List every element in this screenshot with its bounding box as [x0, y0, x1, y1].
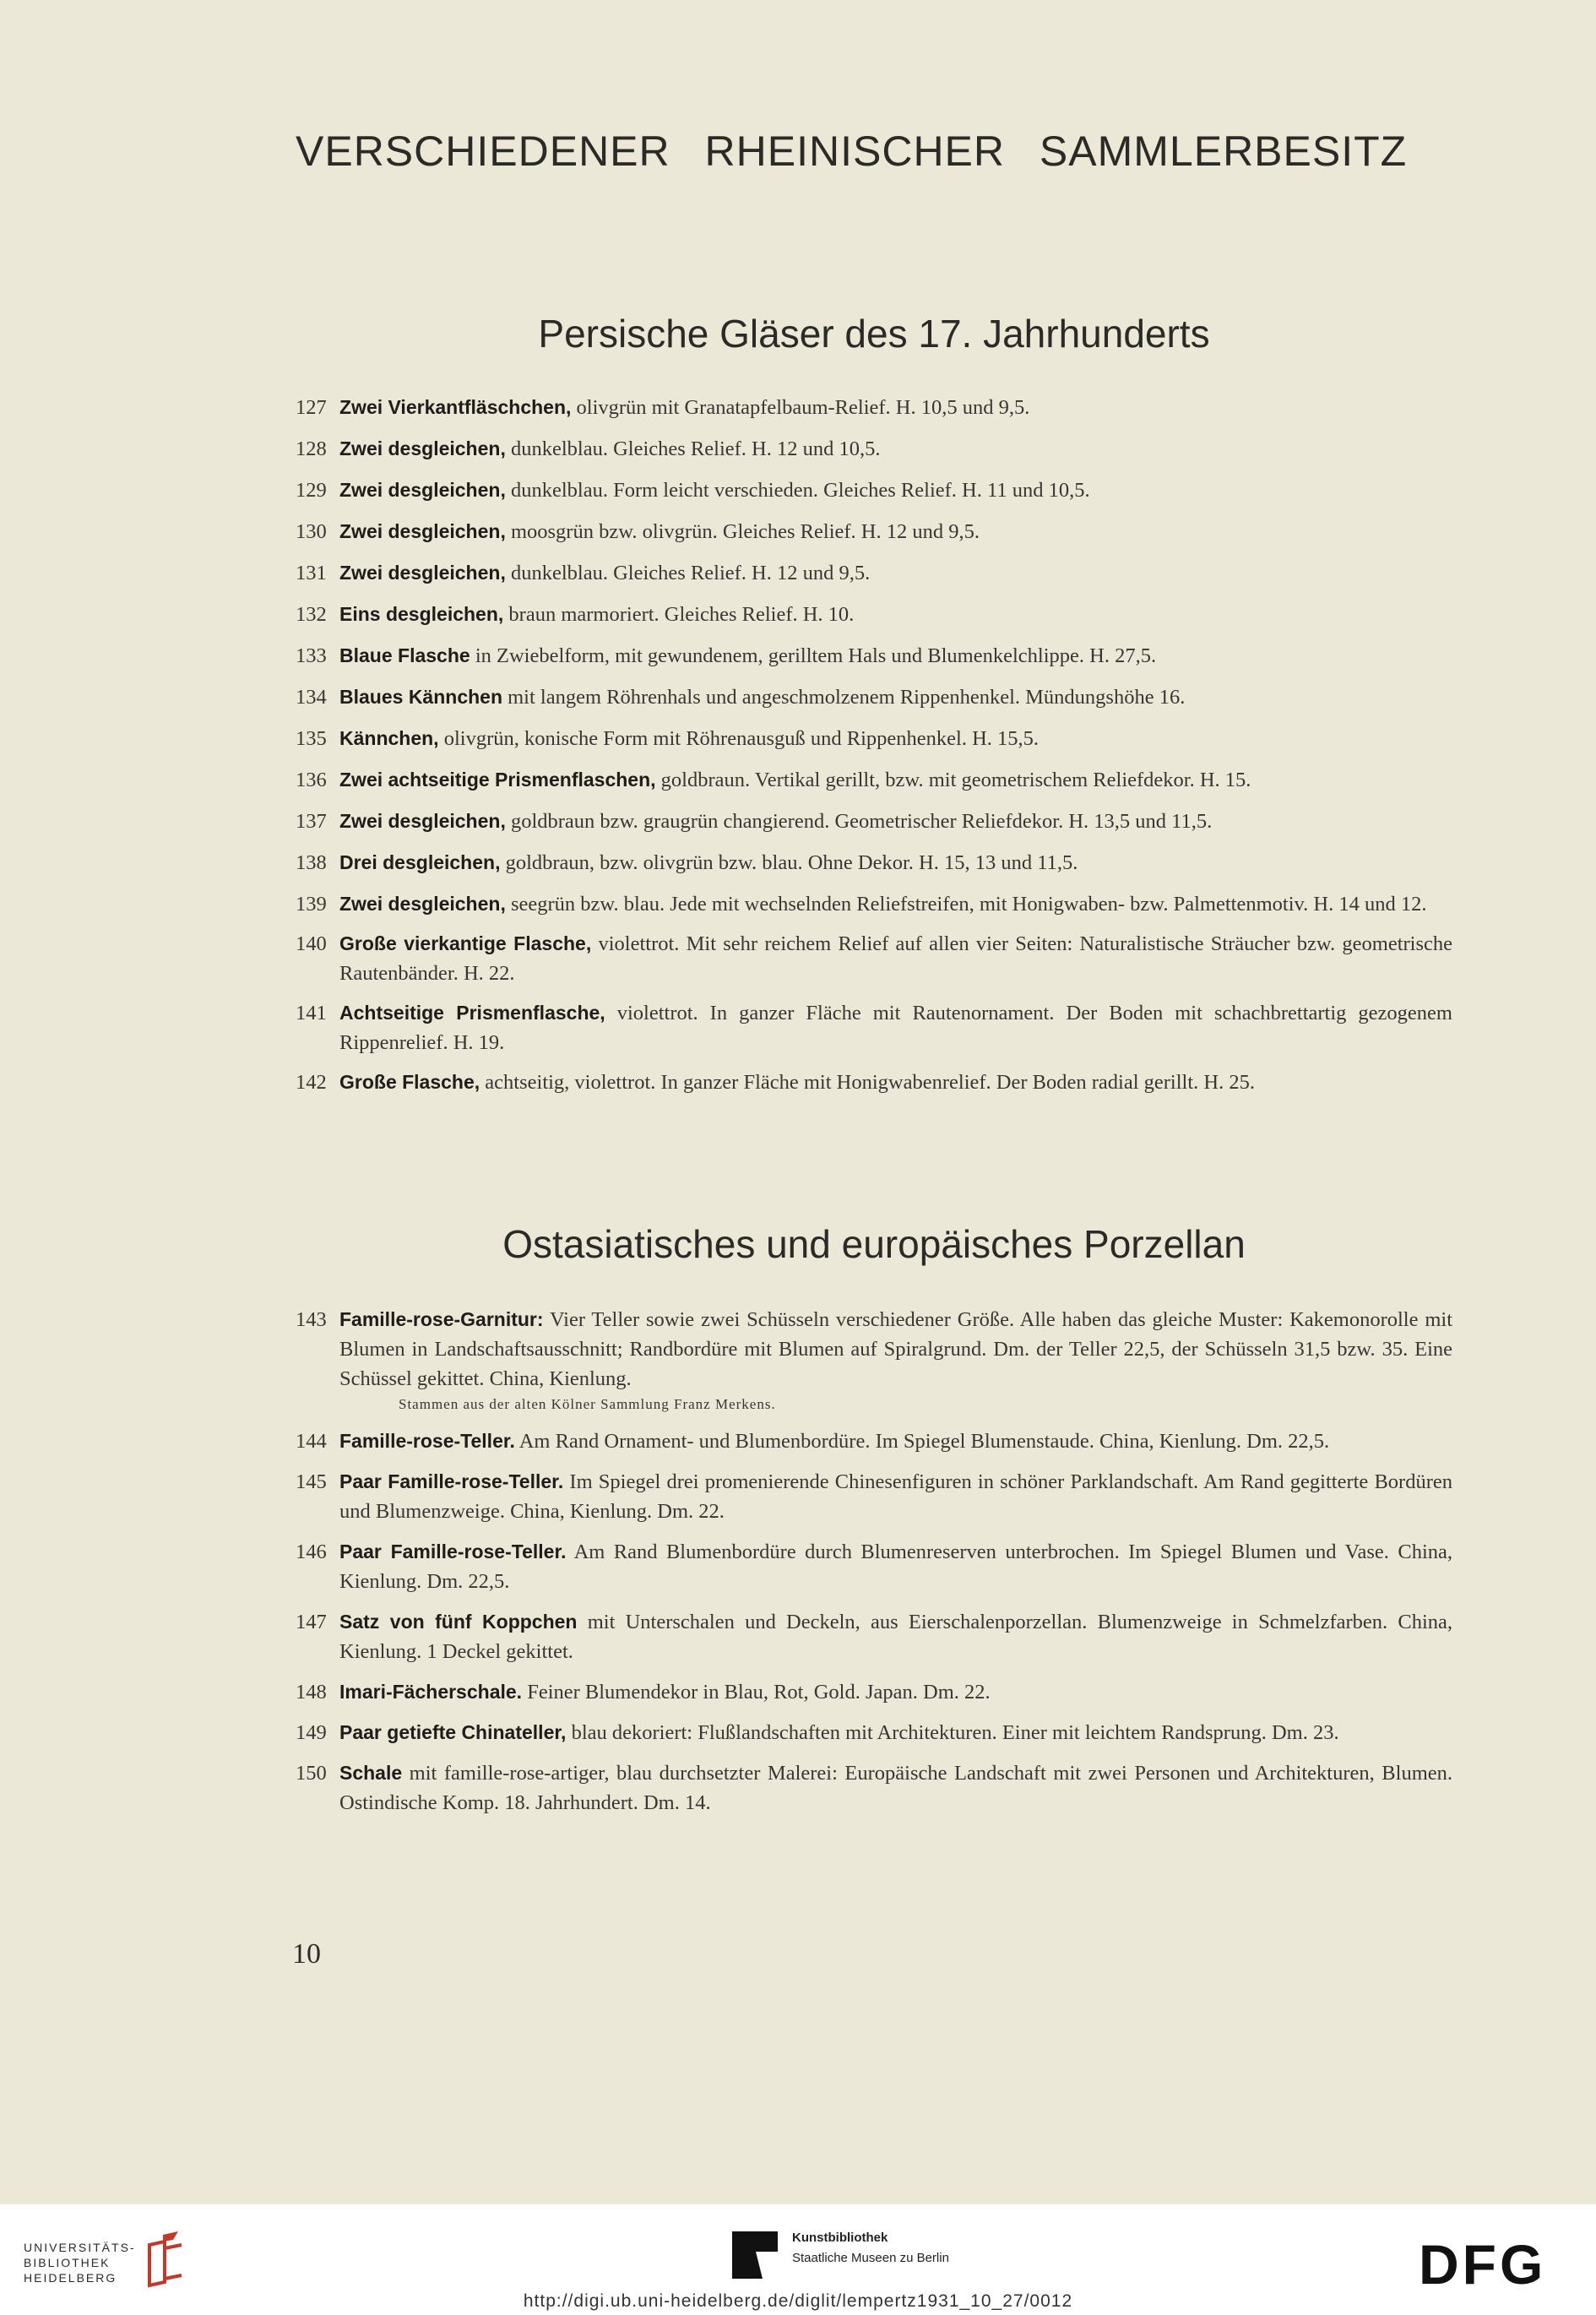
- entry-133: [296, 641, 1452, 671]
- entry-148: [296, 1677, 1452, 1707]
- entry-heading: Schale: [339, 1762, 403, 1784]
- entry-141: [296, 998, 1452, 1057]
- entry-text: seegrün bzw. blau. Jede mit wechselnden Reliefstreifen, mit Honigwaben- bzw. Palmettenmotiv. H. 14 und 12.: [505, 893, 1427, 916]
- entry-142: [296, 1068, 1452, 1097]
- entry-number: 134: [296, 686, 327, 709]
- entry-number: 146: [296, 1541, 327, 1563]
- entry-text: achtseitig, violettrot. In ganzer Fläche mit Honigwabenrelief. Der Boden radial gerillt. H. 25.: [480, 1071, 1255, 1094]
- entry-number: 136: [296, 769, 327, 791]
- entry-text: violettrot. Mit sehr reichem Relief auf allen vier Seiten: Naturalistische Sträucher bzw. geometrische Rautenbänder. H. 22.: [339, 932, 1453, 985]
- entry-text: dunkelblau. Gleiches Relief. H. 12 und 10,5.: [505, 437, 881, 460]
- entry-138: [296, 848, 1452, 878]
- ub-heidelberg-logo-icon: [139, 2230, 190, 2289]
- entry-number: 142: [296, 1071, 327, 1094]
- entry-number: 130: [296, 520, 327, 543]
- entry-text: mit Unterschalen und Deckeln, aus Eierschalenporzellan. Blumenzweige in Schmelzfarben. China, Kienlung. 1 Deckel gekittet.: [339, 1611, 1452, 1663]
- entry-text: moosgrün bzw. olivgrün. Gleiches Relief. H. 12 und 9,5.: [505, 520, 980, 543]
- provenance-note: Stammen aus der alten Kölner Sammlung Franz Merkens.: [399, 1396, 776, 1412]
- entry-text: violettrot. In ganzer Fläche mit Rautenornament. Der Boden mit schachbrettartig gezogenem Rippenrelief. H. 19.: [339, 1002, 1452, 1054]
- entry-text: Im Spiegel drei promenierende Chinesenfiguren in schöner Parklandschaft. Am Rand gegitterte Bordüren und Blumenzweige. China, Kienlung. Dm. 22.: [339, 1470, 1452, 1523]
- entry-heading: Große Flasche,: [339, 1071, 480, 1093]
- entry-140: [296, 929, 1452, 988]
- entry-number: 131: [296, 562, 327, 584]
- entry-number: 128: [296, 437, 327, 460]
- entry-heading: Paar Famille-rose-Teller.: [339, 1470, 564, 1492]
- entry-text: mit famille-rose-artiger, blau durchsetzter Malerei: Europäische Landschaft mit zwei Personen und Architekturen, Blumen. Ostindische Komp. 18. Jahrhundert. Dm. 14.: [339, 1762, 1452, 1814]
- entry-text: goldbraun, bzw. olivgrün bzw. blau. Ohne Dekor. H. 15, 13 und 11,5.: [500, 851, 1078, 874]
- entry-heading: Zwei desgleichen,: [339, 893, 506, 915]
- entry-heading: Blaue Flasche: [339, 644, 470, 666]
- ub-heidelberg-label: [24, 2240, 136, 2285]
- entry-text: olivgrün, konische Form mit Röhrenausguß und Rippenhenkel. H. 15,5.: [438, 727, 1040, 750]
- kb-subtitle: Staatliche Museen zu Berlin: [792, 2251, 949, 2265]
- entry-number: 135: [296, 727, 327, 750]
- entry-number: 129: [296, 479, 327, 502]
- entry-number: 133: [296, 644, 327, 667]
- entry-143: [296, 1305, 1452, 1416]
- entry-number: 141: [296, 1002, 327, 1024]
- entry-number: 140: [296, 932, 327, 955]
- entry-149: [296, 1718, 1452, 1747]
- entry-heading: Zwei desgleichen,: [339, 810, 506, 832]
- entry-number: 127: [296, 396, 327, 419]
- entry-heading: Eins desgleichen,: [339, 603, 504, 625]
- entry-text: goldbraun bzw. graugrün changierend. Geometrischer Reliefdekor. H. 13,5 und 11,5.: [505, 810, 1213, 833]
- entry-heading: Famille-rose-Garnitur:: [339, 1308, 544, 1330]
- entry-text: dunkelblau. Form leicht verschieden. Gleiches Relief. H. 11 und 10,5.: [505, 479, 1090, 502]
- running-header: VERSCHIEDENER RHEINISCHER SAMMLERBESITZ: [296, 128, 1408, 175]
- entry-text: olivgrün mit Granatapfelbaum-Relief. H. 10,5 und 9,5.: [571, 396, 1030, 419]
- glass-entries: [296, 393, 1452, 1097]
- entry-heading: Kännchen,: [339, 727, 439, 749]
- entry-heading: Paar Famille-rose-Teller.: [339, 1541, 567, 1562]
- entry-text: Am Rand Ornament- und Blumenbordüre. Im Spiegel Blumenstaude. China, Kienlung. Dm. 22,5.: [514, 1430, 1330, 1453]
- entry-136: [296, 765, 1452, 795]
- entry-134: [296, 682, 1452, 712]
- entry-number: 143: [296, 1308, 327, 1331]
- entry-number: 149: [296, 1721, 327, 1744]
- dfg-logo-icon: [1419, 2238, 1571, 2289]
- entry-heading: Paar getiefte Chinateller,: [339, 1721, 567, 1743]
- entry-144: [296, 1426, 1452, 1456]
- entry-number: 137: [296, 810, 327, 833]
- entry-text: Feiner Blumendekor in Blau, Rot, Gold. Japan. Dm. 22.: [522, 1681, 991, 1704]
- kunstbibliothek-label: [792, 2228, 949, 2269]
- entry-heading: Achtseitige Prismenflasche,: [339, 1002, 605, 1024]
- entry-heading: Satz von fünf Koppchen: [339, 1611, 578, 1633]
- entry-heading: Imari-Fächerschale.: [339, 1681, 523, 1703]
- entry-text: mit langem Röhrenhals und angeschmolzenem Rippenhenkel. Mündungshöhe 16.: [502, 686, 1186, 709]
- entry-number: 139: [296, 893, 327, 916]
- entry-131: [296, 558, 1452, 588]
- entry-heading: Famille-rose-Teller.: [339, 1430, 515, 1452]
- digitization-footer: [0, 2204, 1596, 2315]
- entry-heading: Zwei desgleichen,: [339, 562, 506, 584]
- kb-name: Kunstbibliothek: [792, 2231, 888, 2245]
- porcelain-entries: [296, 1305, 1452, 1829]
- entry-147: [296, 1607, 1452, 1666]
- entry-number: 145: [296, 1470, 327, 1493]
- ub-line-3: HEIDELBERG: [24, 2271, 117, 2285]
- ub-line-1: UNIVERSITÄTS-: [24, 2241, 136, 2254]
- entry-heading: Zwei Vierkantfläschchen,: [339, 396, 572, 418]
- entry-heading: Große vierkantige Flasche,: [339, 932, 592, 954]
- entry-number: 148: [296, 1681, 327, 1704]
- entry-150: [296, 1758, 1452, 1818]
- entry-139: [296, 889, 1452, 919]
- entry-text: goldbraun. Vertikal gerillt, bzw. mit geometrischem Reliefdekor. H. 15.: [655, 769, 1251, 791]
- entry-heading: Drei desgleichen,: [339, 851, 501, 873]
- page-number: 10: [292, 1938, 321, 1970]
- entry-text: dunkelblau. Gleiches Relief. H. 12 und 9,5.: [505, 562, 871, 584]
- entry-heading: Zwei achtseitige Prismenflaschen,: [339, 769, 656, 791]
- entry-146: [296, 1537, 1452, 1596]
- entry-127: [296, 393, 1452, 422]
- entry-text: braun marmoriert. Gleiches Relief. H. 10.: [503, 603, 855, 626]
- dfg-text: DFG: [1419, 2238, 1547, 2289]
- entry-heading: Zwei desgleichen,: [339, 437, 506, 459]
- entry-number: 132: [296, 603, 327, 626]
- section-title-porcelain: Ostasiatisches und europäisches Porzellan: [502, 1222, 1246, 1266]
- entry-text: in Zwiebelform, mit gewundenem, gerilltem Hals und Blumenkelchlippe. H. 27,5.: [470, 644, 1157, 667]
- entry-130: [296, 517, 1452, 546]
- ub-line-2: BIBLIOTHEK: [24, 2256, 111, 2269]
- source-url[interactable]: http://digi.ub.uni-heidelberg.de/diglit/lempertz1931_10_27/0012: [523, 2291, 1073, 2311]
- entry-heading: Zwei desgleichen,: [339, 479, 506, 501]
- section-title-persian-glass: Persische Gläser des 17. Jahrhunderts: [538, 312, 1210, 356]
- entry-number: 147: [296, 1611, 327, 1633]
- entry-text: Am Rand Blumenbordüre durch Blumenreserven unterbrochen. Im Spiegel Blumen und Vase. China, Kienlung. Dm. 22,5.: [339, 1541, 1452, 1593]
- entry-number: 150: [296, 1762, 327, 1785]
- entry-137: [296, 807, 1452, 836]
- kunstbibliothek-logo-icon: [730, 2230, 779, 2280]
- entry-129: [296, 475, 1452, 505]
- entry-heading: Blaues Kännchen: [339, 686, 502, 708]
- entry-135: [296, 724, 1452, 753]
- entry-145: [296, 1467, 1452, 1526]
- entry-text: blau dekoriert: Flußlandschaften mit Architekturen. Einer mit leichtem Randsprung. Dm. 23.: [566, 1721, 1339, 1744]
- entry-number: 144: [296, 1430, 327, 1453]
- entry-text: Vier Teller sowie zwei Schüsseln verschiedener Größe. Alle haben das gleiche Muster: Kakemonorolle mit Blumen in Landschaftsausschnitt; Randbordüre mit Blumen auf Spiralgrund. Dm. der Teller 22,5, der Schüsseln 31,5 bzw. 35. Eine Schüssel gekittet. China, Kienlung.: [339, 1308, 1452, 1390]
- entry-128: [296, 434, 1452, 464]
- entry-heading: Zwei desgleichen,: [339, 520, 506, 542]
- entry-132: [296, 600, 1452, 629]
- entry-number: 138: [296, 851, 327, 874]
